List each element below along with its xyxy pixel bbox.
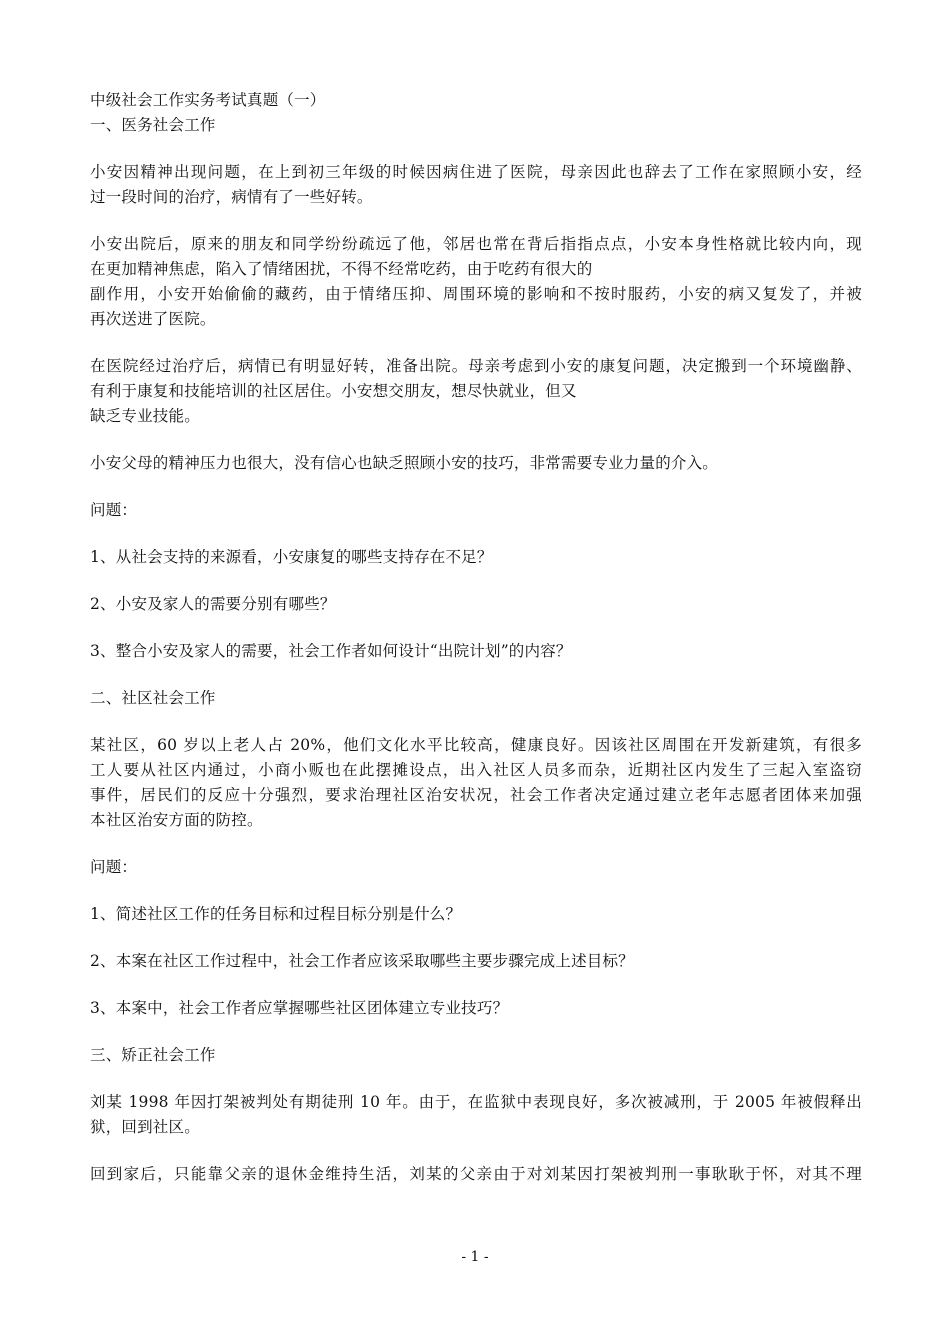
question-item: 1、从社会支持的来源看，小安康复的哪些支持存在不足？ (90, 548, 493, 566)
document-title: 中级社会工作实务考试真题（一） (90, 91, 326, 109)
paragraph-line: 过一段时间的治疗，病情有了一些好转。 (90, 188, 373, 206)
question-item: 2、小安及家人的需要分别有哪些？ (90, 595, 336, 613)
question-item: 3、本案中，社会工作者应掌握哪些社区团体建立专业技巧？ (90, 999, 509, 1017)
questions-label: 问题： (90, 858, 138, 876)
document-body (90, 88, 862, 1187)
paragraph-line: 在医院经过治疗后，病情已有明显好转，准备出院。母亲考虑到小安的康复问题，决定搬到一个环境幽静、 (90, 357, 862, 375)
section-heading-correction: 三、矫正社会工作 (90, 1046, 216, 1064)
question-item: 3、整合小安及家人的需要，社会工作者如何设计“出院计划”的内容？ (90, 642, 572, 660)
paragraph-line: 狱，回到社区。 (90, 1118, 200, 1136)
paragraph-line: 有利于康复和技能培训的社区居住。小安想交朋友，想尽快就业，但又 (90, 382, 577, 400)
question-item: 2、本案在社区工作过程中，社会工作者应该采取哪些主要步骤完成上述目标？ (90, 952, 634, 970)
paragraph-line: 小安出院后，原来的朋友和同学纷纷疏远了他，邻居也常在背后指指点点，小安本身性格就比较内向，现 (90, 235, 862, 253)
page-number: - 1 - (461, 1249, 489, 1265)
section-heading-community: 二、社区社会工作 (90, 689, 216, 707)
paragraph-line: 回到家后，只能靠父亲的退休金维持生活，刘某的父亲由于对刘某因打架被判刑一事耿耿于怀，对其不理 (90, 1165, 862, 1183)
questions-label: 问题： (90, 501, 138, 519)
paragraph-line: 小安父母的精神压力也很大，没有信心也缺乏照顾小安的技巧，非常需要专业力量的介入。 (90, 454, 719, 472)
paragraph-line: 本社区治安方面的防控。 (90, 811, 263, 829)
question-item: 1、简述社区工作的任务目标和过程目标分别是什么？ (90, 905, 462, 923)
paragraph-line: 再次送进了医院。 (90, 310, 216, 328)
paragraph-line: 工人要从社区内通过，小商小贩也在此摆摊设点，出入社区人员多而杂，近期社区内发生了三起入室盗窃 (90, 761, 862, 779)
paragraph-line: 在更加精神焦虑，陷入了情绪困扰，不得不经常吃药，由于吃药有很大的 (90, 260, 593, 278)
paragraph-line: 某社区，60 岁以上老人占 20%，他们文化水平比较高，健康良好。因该社区周围在开发新建筑，有很多 (90, 736, 862, 754)
paragraph-line: 事件，居民们的反应十分强烈，要求治理社区治安状况，社会工作者决定通过建立老年志愿者团体来加强 (90, 786, 862, 804)
paragraph-line: 副作用，小安开始偷偷的藏药，由于情绪压抑、周围环境的影响和不按时服药，小安的病又复发了，并被 (90, 285, 862, 303)
paragraph-line: 缺乏专业技能。 (90, 407, 200, 425)
section-heading-medical: 一、医务社会工作 (90, 116, 216, 134)
paragraph-line: 小安因精神出现问题，在上到初三年级的时候因病住进了医院，母亲因此也辞去了工作在家照顾小安，经 (90, 163, 862, 181)
paragraph-line: 刘某 1998 年因打架被判处有期徒刑 10 年。由于，在监狱中表现良好，多次被减刑，于 2005 年被假释出 (90, 1093, 862, 1111)
